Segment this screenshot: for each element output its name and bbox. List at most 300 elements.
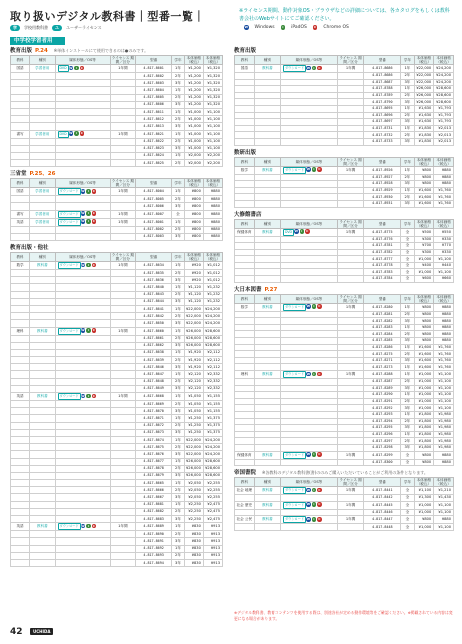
- grade-cell: 全: [401, 236, 414, 243]
- grade-cell: 全: [401, 262, 414, 269]
- media-label: ダウンロード: [284, 304, 305, 309]
- table-row: [235, 364, 454, 371]
- model-number: 4-817-8781: [364, 243, 401, 250]
- license-cell: [337, 311, 363, 318]
- product-table: [10, 178, 223, 241]
- type-cell: [30, 516, 55, 523]
- column-header: 媒体形態／OS等: [55, 179, 110, 188]
- grade-cell: [55, 472, 110, 479]
- grade-cell: [55, 465, 110, 472]
- price-incl: ¥1,100: [434, 524, 454, 531]
- model-number: 4-817-8280: [364, 303, 401, 311]
- table-row: [11, 378, 223, 385]
- media-cell: [55, 327, 110, 335]
- type-cell: [254, 181, 280, 188]
- license-cell: 1年間: [337, 451, 363, 459]
- type-cell: [30, 458, 55, 465]
- type-cell: [254, 392, 280, 399]
- os-badges: [81, 394, 97, 399]
- model-number: 4-817-8667: [136, 494, 172, 501]
- grade-cell: 1年: [172, 523, 185, 531]
- license-cell: [337, 262, 363, 269]
- price-incl: ¥28,600: [203, 465, 222, 472]
- type-cell: [30, 233, 55, 240]
- grade-cell: 全: [401, 228, 414, 236]
- price-excl: ¥1,000: [414, 509, 434, 516]
- license-cell: [110, 87, 135, 94]
- table-row: [11, 284, 223, 291]
- header-note: ※ライセンス期間、動作対象OS・ブラウザなどの詳細については、各カタログをもしくは教科書会社のWebサイトにてご確認ください。: [239, 8, 450, 22]
- subject-cell: [235, 438, 255, 445]
- column-header: 種別: [30, 56, 55, 65]
- grade-cell: [280, 86, 337, 93]
- grade-cell: [280, 256, 337, 263]
- license-cell: 1年間: [110, 262, 135, 270]
- price-incl: ¥1,980: [434, 444, 454, 451]
- license-cell: [110, 320, 135, 327]
- grade-cell: 3年: [172, 516, 185, 523]
- license-cell: [110, 116, 135, 123]
- table-row: [11, 145, 223, 152]
- media-label: ダウンロード: [59, 211, 79, 216]
- grade-cell: 2年: [172, 508, 185, 515]
- table-row: [11, 130, 223, 138]
- type-cell: [30, 101, 55, 108]
- ipados-icon: i: [313, 304, 315, 309]
- license-cell: 1年間: [337, 65, 363, 73]
- media-label: ダウンロード: [284, 488, 305, 493]
- grade-cell: 2年: [401, 379, 414, 386]
- grade-cell: 全: [401, 524, 414, 531]
- price-excl: ¥800: [414, 516, 434, 524]
- price-excl: ¥22,000: [414, 65, 434, 73]
- os-badges: [306, 488, 322, 493]
- grade-cell: 2年: [172, 465, 185, 472]
- subject-cell: [235, 181, 255, 188]
- type-cell: [30, 371, 55, 378]
- grade-cell: [280, 132, 337, 139]
- grade-cell: [55, 101, 110, 108]
- table-row: [11, 552, 223, 559]
- column-header: 本体価格（税込）: [184, 179, 203, 188]
- media-cell: [280, 303, 337, 311]
- price-incl: ¥2,200: [203, 152, 222, 159]
- grade-cell: 2年: [401, 438, 414, 445]
- grade-cell: [55, 415, 110, 422]
- price-excl: ¥1,000: [414, 524, 434, 531]
- model-number: 4-817-8646: [136, 364, 172, 371]
- table-row: [11, 349, 223, 356]
- windows-icon: W: [306, 487, 310, 492]
- column-header: 媒体形態／OS等: [280, 219, 337, 228]
- type-cell: [30, 494, 55, 501]
- table-row: [11, 160, 223, 167]
- media-label: ダウンロード: [284, 167, 305, 172]
- license-cell: [110, 364, 135, 371]
- type-cell: [30, 87, 55, 94]
- media-cell: [55, 523, 110, 531]
- price-incl: ¥24,200: [434, 73, 454, 80]
- license-cell: [337, 194, 363, 201]
- chromeos-icon: C: [92, 262, 95, 267]
- grade-cell: [280, 379, 337, 386]
- price-incl: ¥1,100: [203, 145, 222, 152]
- subject-cell: [235, 236, 255, 243]
- model-number: 4-817-8686: [364, 65, 401, 73]
- license-cell: [110, 378, 135, 385]
- column-header: ライセンス 期間／区分: [111, 56, 135, 64]
- license-cell: [337, 324, 363, 331]
- grade-cell: [55, 378, 110, 385]
- table-row: [11, 73, 223, 80]
- price-incl: ¥1,760: [434, 357, 454, 364]
- table-row: [235, 79, 454, 86]
- price-excl: ¥800: [414, 311, 434, 318]
- grade-cell: [55, 73, 110, 80]
- column-header: 種別: [254, 478, 280, 487]
- price-incl: ¥1,100: [434, 256, 454, 263]
- grade-cell: [280, 311, 337, 318]
- price-incl: ¥1,760: [434, 364, 454, 371]
- price-excl: ¥800: [184, 233, 203, 240]
- table-row: [235, 105, 454, 112]
- chromeos-icon: C: [92, 219, 95, 224]
- subject-cell: [235, 318, 255, 325]
- type-cell: 学習者用: [30, 65, 55, 73]
- subject-cell: [235, 276, 255, 283]
- grade-cell: 全: [401, 459, 414, 466]
- license-cell: 1年間: [337, 501, 363, 509]
- category-banner: 中学校学習者用: [10, 37, 65, 45]
- subject-cell: [11, 349, 30, 356]
- price-excl: ¥1,250: [184, 422, 203, 429]
- grade-cell: 3年: [172, 145, 185, 152]
- table-row: [11, 393, 223, 401]
- license-cell: [337, 385, 363, 392]
- grade-cell: [55, 160, 110, 167]
- type-cell: [254, 411, 280, 418]
- footnote: ※デジタル教科書、教育コンテンツを使用する際は、別途各社が定める動作環境等をご確認ください。※掲載されている内容は変更になる場合があります。: [234, 610, 453, 621]
- column-header: ライセンス 期間／区分: [339, 157, 362, 166]
- price-excl: ¥1,000: [184, 123, 203, 130]
- table-row: [11, 262, 223, 270]
- price-excl: ¥1,600: [414, 200, 434, 207]
- type-cell: 教科書: [254, 451, 280, 459]
- model-number: 4-817-8288: [364, 371, 401, 379]
- price-excl: ¥1,920: [184, 357, 203, 364]
- subject-cell: [11, 270, 30, 277]
- table-row: [235, 501, 454, 509]
- model-number: 4-817-8622: [136, 138, 172, 145]
- model-number: 4-817-8672: [136, 422, 172, 429]
- price-incl: ¥2,475: [203, 501, 222, 508]
- price-excl: ¥1,200: [184, 80, 203, 87]
- subject-cell: 社会 公民: [235, 516, 255, 524]
- license-cell: [337, 318, 363, 325]
- price-excl: ¥1,800: [414, 431, 434, 438]
- grade-cell: [280, 431, 337, 438]
- price-incl: ¥24,200: [203, 444, 222, 451]
- price-incl: ¥880: [434, 331, 454, 338]
- section-name: 三省堂: [10, 171, 27, 178]
- media-label: ダウンロード: [284, 66, 305, 70]
- price-excl: ¥1,920: [184, 349, 203, 356]
- grade-cell: 1年: [401, 86, 414, 93]
- license-cell: [110, 436, 135, 443]
- license-cell: [110, 487, 135, 494]
- model-number: 4-817-8287: [364, 379, 401, 386]
- os-badges: [306, 66, 322, 71]
- ipados-icon: i: [301, 229, 303, 234]
- price-incl: ¥913: [203, 538, 222, 545]
- type-cell: [254, 79, 280, 86]
- grade-cell: [280, 249, 337, 256]
- grade-cell: 1年: [172, 130, 185, 138]
- type-cell: 学習者用: [30, 210, 55, 218]
- subject-cell: [235, 269, 255, 276]
- price-excl: ¥1,050: [184, 393, 203, 401]
- price-excl: ¥1,000: [184, 145, 203, 152]
- price-excl: ¥26,000: [184, 465, 203, 472]
- price-excl: ¥800: [414, 174, 434, 181]
- license-cell: [337, 105, 363, 112]
- subject-cell: [11, 472, 30, 479]
- model-number: 4-817-8696: [364, 112, 401, 119]
- grade-cell: 1年: [172, 480, 185, 487]
- price-excl: ¥1,630: [414, 112, 434, 119]
- column-header: 学年: [401, 219, 414, 228]
- table-row: [11, 451, 223, 458]
- price-incl: ¥28,600: [203, 472, 222, 479]
- grade-cell: 全: [172, 210, 185, 218]
- table-row: [235, 276, 454, 283]
- column-header: 本体価格（税込）: [414, 294, 434, 303]
- model-number: 4-817-8644: [136, 298, 172, 305]
- price-excl: ¥830: [184, 552, 203, 559]
- subject-cell: [235, 119, 255, 126]
- subject-cell: [11, 408, 30, 415]
- grade-cell: 3年: [401, 200, 414, 207]
- grade-cell: 3年: [401, 138, 414, 145]
- model-number: 4-817-8001: [136, 218, 172, 226]
- price-excl: ¥400: [414, 262, 434, 269]
- type-cell: 教科書: [30, 393, 55, 401]
- subject-cell: [235, 364, 255, 371]
- os-badges: [81, 211, 97, 216]
- price-incl: ¥1,375: [203, 429, 222, 436]
- grade-cell: [280, 495, 337, 502]
- subject-cell: 国語: [11, 65, 30, 73]
- model-number: 4-817-8677: [136, 458, 172, 465]
- product-table: [234, 294, 454, 466]
- grade-cell: [280, 318, 337, 325]
- model-number: 4-817-8621: [136, 130, 172, 138]
- license-cell: 1年間: [110, 188, 135, 196]
- license-cell: [110, 465, 135, 472]
- price-excl: ¥1,050: [184, 401, 203, 408]
- subject-cell: [11, 145, 30, 152]
- price-excl: ¥800: [414, 331, 434, 338]
- price-excl: ¥800: [414, 181, 434, 188]
- type-cell: [30, 357, 55, 364]
- subject-cell: [11, 342, 30, 349]
- license-cell: [110, 545, 135, 552]
- price-incl: ¥1,100: [203, 138, 222, 145]
- column-header: 本体価格（税込）: [203, 179, 222, 188]
- table-row: [235, 398, 454, 405]
- column-header: 媒体形態／OS等: [280, 478, 337, 487]
- model-number: 4-817-8926: [364, 166, 401, 174]
- table-row: [235, 524, 454, 531]
- license-cell: [110, 531, 135, 538]
- model-number: 4-817-8695: [364, 105, 401, 112]
- grade-cell: 全: [401, 451, 414, 459]
- subject-cell: [235, 73, 255, 80]
- grade-cell: 2年: [172, 73, 185, 80]
- windows-icon: W: [306, 65, 310, 70]
- license-cell: [337, 524, 363, 531]
- price-incl: ¥28,600: [203, 327, 222, 335]
- type-cell: [30, 364, 55, 371]
- chromeos-icon: C: [318, 304, 321, 309]
- price-excl: ¥2,250: [184, 516, 203, 523]
- model-number: 4-817-8003: [136, 233, 172, 240]
- price-excl: ¥2,000: [184, 160, 203, 167]
- license-cell: [337, 132, 363, 139]
- price-incl: ¥1,100: [434, 509, 454, 516]
- price-excl: ¥22,000: [414, 73, 434, 80]
- license-cell: [110, 313, 135, 320]
- model-number: 4-817-8603: [136, 80, 172, 87]
- column-header: 学年: [401, 294, 414, 303]
- column-header: 媒体形態／OS等: [280, 56, 337, 65]
- subject-cell: [11, 87, 30, 94]
- license-cell: [337, 138, 363, 145]
- price-excl: ¥1,000: [414, 398, 434, 405]
- media-cell: [280, 501, 337, 509]
- grade-cell: [55, 203, 110, 210]
- grade-cell: [55, 408, 110, 415]
- license-cell: [337, 276, 363, 283]
- chromeos-icon: C: [306, 229, 309, 234]
- column-header: 本体価格（税込）: [434, 478, 454, 487]
- column-header: 教科: [235, 56, 255, 65]
- type-cell: [30, 80, 55, 87]
- model-number: 4-817-8681: [136, 501, 172, 508]
- column-header: 学年: [172, 253, 185, 262]
- windows-icon: W: [306, 517, 310, 522]
- grade-cell: 1年: [172, 371, 185, 378]
- subject-cell: [11, 415, 30, 422]
- grade-cell: [55, 116, 110, 123]
- grade-cell: [55, 233, 110, 240]
- subject-cell: [11, 487, 30, 494]
- table-row: [11, 218, 223, 226]
- grade-cell: 1年: [172, 393, 185, 401]
- model-number: 4-817-8690: [136, 531, 172, 538]
- column-header: 種別: [254, 219, 280, 228]
- os-badges: [294, 229, 310, 234]
- grade-cell: [55, 487, 110, 494]
- subject-cell: [11, 458, 30, 465]
- type-cell: [30, 531, 55, 538]
- license-cell: 1年間: [337, 166, 363, 174]
- type-cell: [254, 187, 280, 194]
- section-note: ※単体インストールにて使用できるのは●のみです。: [53, 48, 149, 53]
- ipados-icon: i: [313, 487, 315, 492]
- os-badges: [81, 219, 97, 224]
- price-excl: ¥2,050: [184, 494, 203, 501]
- type-cell: [254, 431, 280, 438]
- subject-cell: [235, 524, 255, 531]
- column-header: ライセンス 期間／区分: [339, 56, 362, 64]
- type-cell: [30, 94, 55, 101]
- license-cell: [110, 422, 135, 429]
- table-row: [235, 411, 454, 418]
- type-cell: [30, 116, 55, 123]
- subject-cell: [11, 108, 30, 115]
- legend-right: [244, 25, 349, 30]
- type-cell: [254, 398, 280, 405]
- subject-cell: 国語: [235, 65, 255, 73]
- type-cell: 教科書: [254, 303, 280, 311]
- media-label: ダウンロード: [59, 219, 79, 224]
- price-excl: ¥26,000: [414, 86, 434, 93]
- table-row: [11, 429, 223, 436]
- license-cell: [110, 559, 135, 566]
- subject-cell: 英語: [11, 218, 30, 226]
- price-incl: ¥880: [434, 181, 454, 188]
- subject-cell: [235, 379, 255, 386]
- grade-cell: [280, 438, 337, 445]
- type-cell: [30, 429, 55, 436]
- grade-cell: [280, 392, 337, 399]
- subject-cell: [235, 200, 255, 207]
- model-number: 4-817-8442: [364, 495, 401, 502]
- model-number: 4-817-8636: [136, 277, 172, 284]
- price-excl: ¥800: [414, 318, 434, 325]
- model-number: 4-817-8283: [364, 324, 401, 331]
- grade-cell: [55, 94, 110, 101]
- model-number: 4-817-8613: [136, 123, 172, 130]
- grade-cell: 2年: [401, 311, 414, 318]
- grade-cell: [55, 320, 110, 327]
- model-number: 4-817-8289: [364, 385, 401, 392]
- model-number: 4-817-8635: [136, 270, 172, 277]
- price-excl: ¥2,050: [184, 487, 203, 494]
- grade-cell: [55, 559, 110, 566]
- grade-cell: 2年: [172, 552, 185, 559]
- grade-cell: [280, 385, 337, 392]
- price-excl: ¥1,600: [414, 344, 434, 351]
- price-incl: ¥1,760: [434, 351, 454, 358]
- model-number: 4-817-8625: [136, 160, 172, 167]
- type-cell: [30, 545, 55, 552]
- subject-cell: [235, 385, 255, 392]
- subject-cell: [11, 364, 30, 371]
- type-cell: [254, 324, 280, 331]
- grade-cell: [55, 458, 110, 465]
- subject-cell: [11, 305, 30, 312]
- grade-cell: [55, 531, 110, 538]
- model-number: 4-817-8775: [364, 228, 401, 236]
- table-row: [11, 364, 223, 371]
- price-excl: ¥1,600: [414, 351, 434, 358]
- grade-cell: 1年: [172, 436, 185, 443]
- model-number: 4-817-8788: [364, 86, 401, 93]
- section-gap: [10, 567, 223, 570]
- subject-cell: [235, 112, 255, 119]
